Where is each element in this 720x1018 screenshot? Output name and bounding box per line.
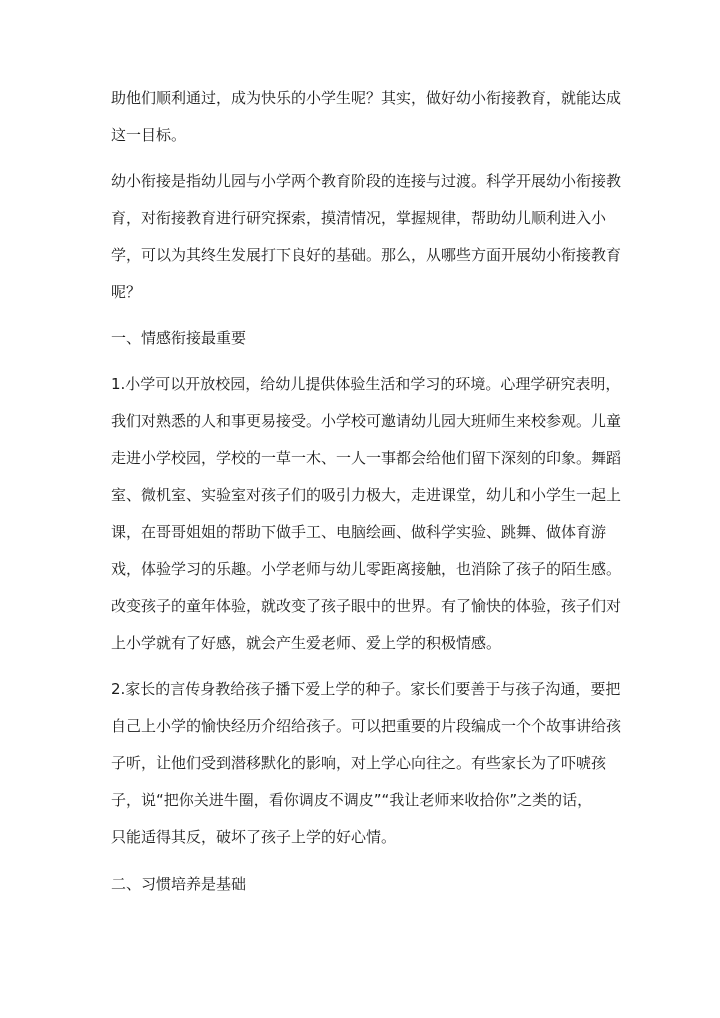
paragraph-3-line-5: 课，在哥哥姐姐的帮助下做手工、电脑绘画、做科学实验、跳舞、做体育游 bbox=[111, 523, 607, 541]
paragraph-3-line-1: 1.小学可以开放校园，给幼儿提供体验生活和学习的环境。心理学研究表明， bbox=[111, 375, 621, 393]
paragraph-2-line-2: 育，对衔接教育进行研究探索，摸清情况，掌握规律，帮助幼儿顺利进入小 bbox=[111, 209, 607, 227]
paragraph-4-line-2: 自己上小学的愉快经历介绍给孩子。可以把重要的片段编成一个个故事讲给孩 bbox=[111, 717, 622, 735]
paragraph-1-line-2: 这一目标。 bbox=[111, 126, 187, 144]
section-heading-2: 二、习惯培养是基础 bbox=[111, 875, 247, 893]
paragraph-3-line-8: 上小学就有了好感，就会产生爱老师、爱上学的积极情感。 bbox=[111, 634, 502, 652]
paragraph-4-line-1: 2.家长的言传身教给孩子播下爱上学的种子。家长们要善于与孩子沟通，要把 bbox=[111, 680, 621, 698]
paragraph-3-line-4: 室、微机室、实验室对孩子们的吸引力极大，走进课堂，幼儿和小学生一起上 bbox=[111, 486, 622, 504]
paragraph-4-line-3: 子听，让他们受到潜移默化的影响，对上学心向往之。有些家长为了吓唬孩 bbox=[111, 754, 607, 772]
paragraph-3-line-6: 戏，体验学习的乐趣。小学老师与幼儿零距离接触，也消除了孩子的陌生感。 bbox=[111, 560, 622, 578]
paragraph-3-line-2: 我们对熟悉的人和事更易接受。小学校可邀请幼儿园大班师生来校参观。儿童 bbox=[111, 412, 622, 430]
paragraph-2-line-1: 幼小衔接是指幼儿园与小学两个教育阶段的连接与过渡。科学开展幼小衔接教 bbox=[111, 172, 622, 190]
paragraph-4-line-4: 子，说“把你关进牛圈，看你调皮不调皮”“我让老师来收拾你”之类的话， bbox=[111, 791, 593, 809]
paragraph-3-line-7: 改变孩子的童年体验，就改变了孩子眼中的世界。有了愉快的体验，孩子们对 bbox=[111, 597, 622, 615]
paragraph-2-line-4: 呢？ bbox=[111, 283, 142, 301]
paragraph-1-line-1: 助他们顺利通过，成为快乐的小学生呢？其实，做好幼小衔接教育，就能达成 bbox=[111, 89, 622, 107]
paragraph-2-line-3: 学，可以为其终生发展打下良好的基础。那么，从哪些方面开展幼小衔接教育 bbox=[111, 246, 622, 264]
section-heading-1: 一、情感衔接最重要 bbox=[111, 329, 247, 347]
paragraph-4-line-5: 只能适得其反，破坏了孩子上学的好心情。 bbox=[111, 828, 397, 846]
paragraph-3-line-3: 走进小学校园，学校的一草一木、一人一事都会给他们留下深刻的印象。舞蹈 bbox=[111, 449, 622, 467]
